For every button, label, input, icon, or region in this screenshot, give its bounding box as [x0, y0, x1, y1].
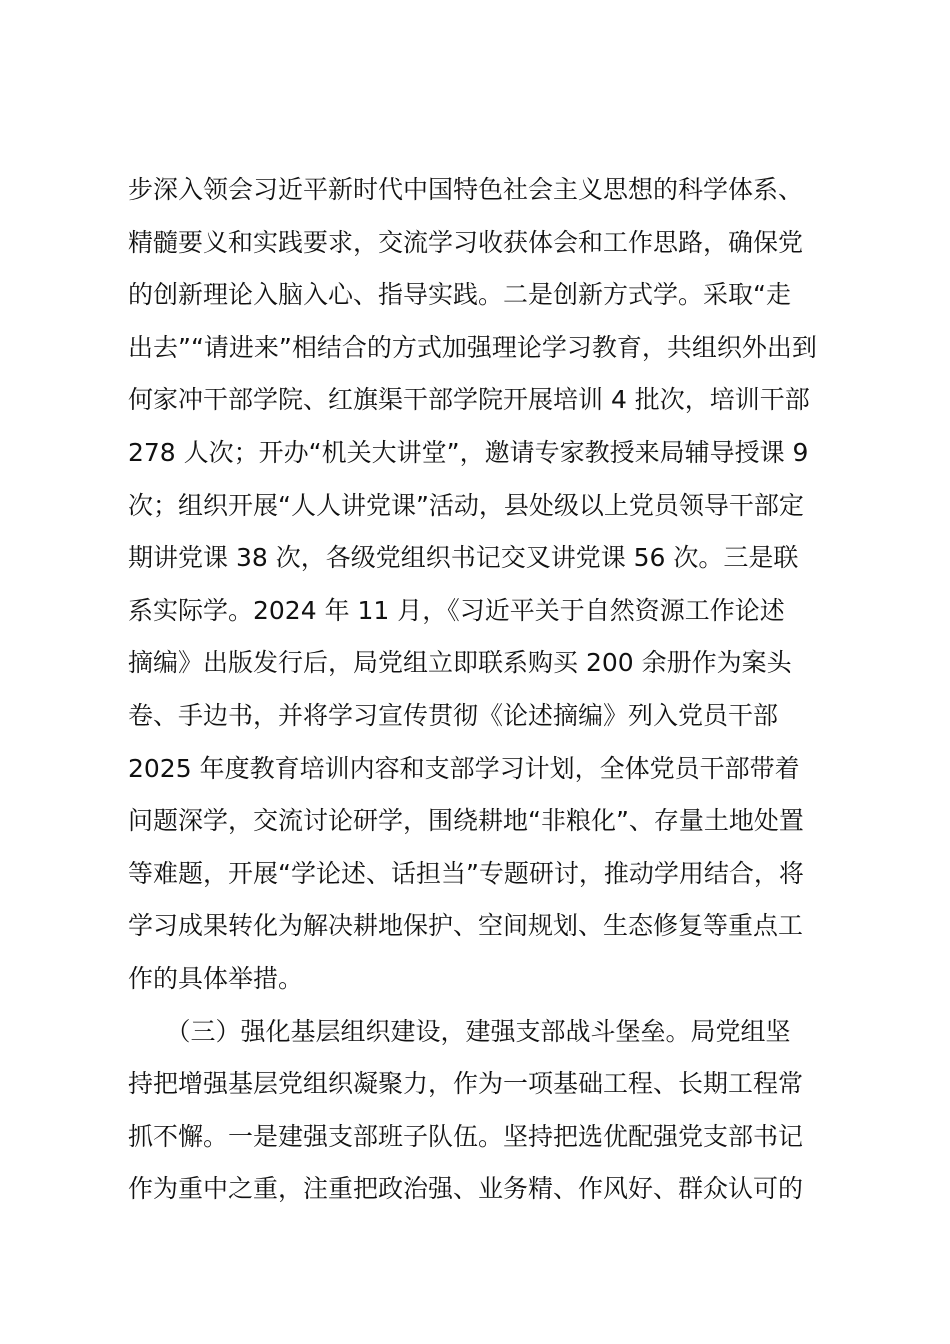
text-line: 的创新理论入脑入心、指导实践。二是创新方式学。采取“走 — [128, 280, 791, 310]
text-line: 次；组织开展“人人讲党课”活动，县处级以上党员领导干部定 — [128, 490, 804, 520]
text-line: 卷、手边书，并将学习宣传贯彻《论述摘编》列入党员干部 — [128, 700, 779, 730]
text-line: 278 人次；开办“机关大讲堂”，邀请专家教授来局辅导授课 9 — [128, 437, 809, 467]
text-line: 摘编》出版发行后，局党组立即联系购买 200 余册作为案头 — [128, 648, 792, 678]
text-line: 抓不懈。一是建强支部班子队伍。坚持把选优配强党支部书记 — [128, 1121, 804, 1151]
text-line: 精髓要义和实践要求，交流学习收获体会和工作思路，确保党 — [128, 227, 804, 257]
text-line: 步深入领会习近平新时代中国特色社会主义思想的科学体系、 — [128, 175, 804, 204]
text-line: 何家冲干部学院、红旗渠干部学院开展培训 4 批次，培训干部 — [128, 385, 810, 415]
text-line: 作为重中之重，注重把政治强、业务精、作风好、群众认可的 — [128, 1174, 804, 1204]
text-line: 系实际学。2024 年 11 月，《习近平关于自然资源工作论述 — [128, 595, 785, 625]
text-line: 2025 年度教育培训内容和支部学习计划，全体党员干部带着 — [128, 753, 800, 783]
text-line: 等难题，开展“学论述、话担当”专题研讨，推动学用结合，将 — [128, 858, 804, 888]
text-line: 持把增强基层党组织凝聚力，作为一项基础工程、长期工程常 — [128, 1069, 804, 1099]
body-text — [128, 164, 828, 1216]
text-line: 问题深学，交流讨论研学，围绕耕地“非粮化”、存量土地处置 — [128, 806, 804, 836]
text-line: 期讲党课 38 次，各级党组织书记交叉讲党课 56 次。三是联 — [128, 543, 799, 573]
text-line: 作的具体举措。 — [128, 963, 304, 993]
text-line: 学习成果转化为解决耕地保护、空间规划、生态修复等重点工 — [128, 911, 804, 941]
text-line: 出去”“请进来”相结合的方式加强理论学习教育，共组织外出到 — [128, 332, 817, 362]
section-heading-line: （三）强化基层组织建设，建强支部战斗堡垒。局党组坚 — [128, 1016, 791, 1046]
